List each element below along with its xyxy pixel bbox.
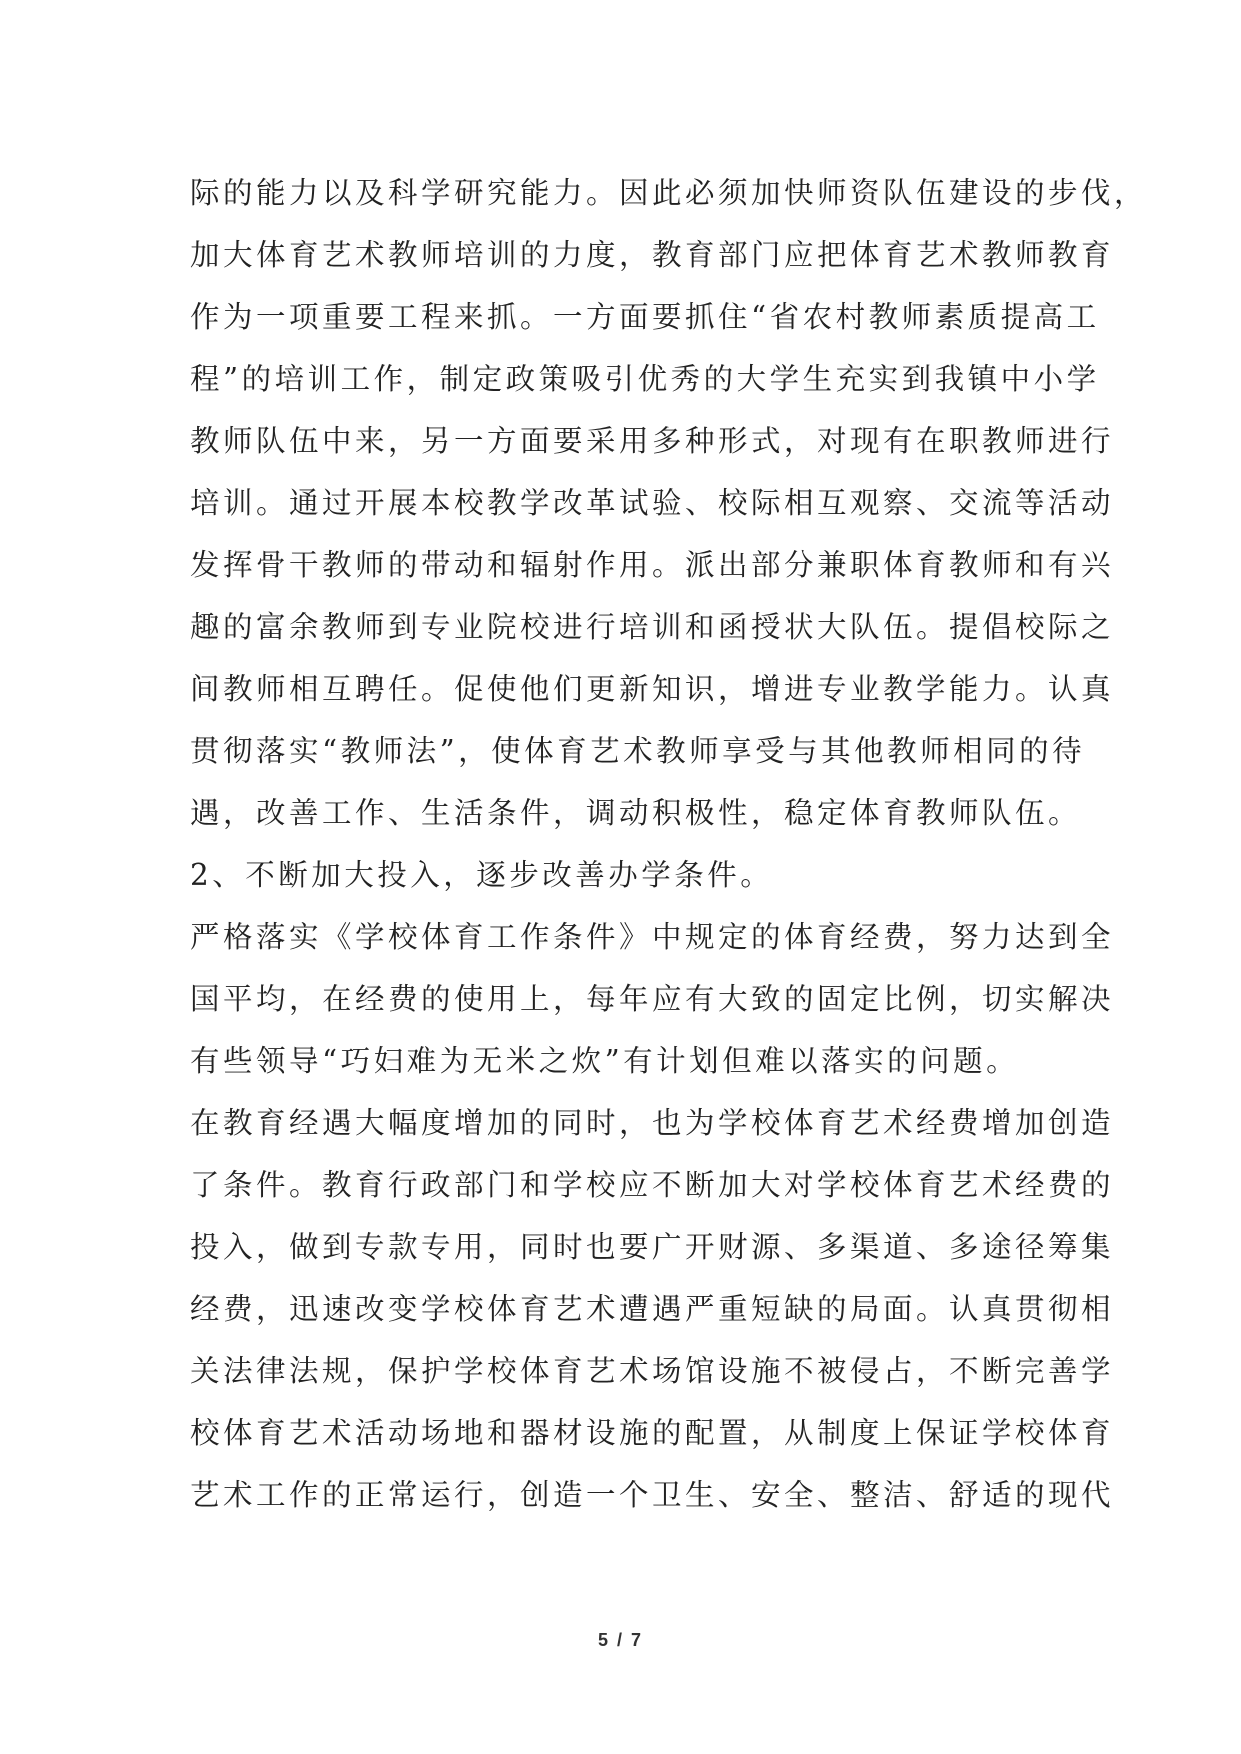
text-line: 程”的培训工作，制定政策吸引优秀的大学生充实到我镇中小学 — [190, 362, 1100, 396]
text-line: 加大体育艺术教师培训的力度，教育部门应把体育艺术教师教育 — [190, 238, 1115, 272]
text-line: 间教师相互聘任。促使他们更新知识，增进专业教学能力。认真 — [190, 672, 1115, 706]
text-line: 贯彻落实“教师法”，使体育艺术教师享受与其他教师相同的待 — [190, 734, 1086, 768]
text-line: 发挥骨干教师的带动和辐射作用。派出部分兼职体育教师和有兴 — [190, 548, 1115, 582]
text-line: 遇，改善工作、生活条件，调动积极性，稳定体育教师队伍。 — [190, 796, 1082, 830]
text-line: 严格落实《学校体育工作条件》中规定的体育经费，努力达到全 — [190, 920, 1115, 954]
text-line: 艺术工作的正常运行，创造一个卫生、安全、整洁、舒适的现代 — [190, 1478, 1115, 1512]
text-line: 趣的富余教师到专业院校进行培训和函授状大队伍。提倡校际之 — [190, 610, 1115, 644]
text-line: 在教育经遇大幅度增加的同时，也为学校体育艺术经费增加创造 — [190, 1106, 1115, 1140]
text-line: 培训。通过开展本校教学改革试验、校际相互观察、交流等活动 — [190, 486, 1115, 520]
text-line: 了条件。教育行政部门和学校应不断加大对学校体育艺术经费的 — [190, 1168, 1115, 1202]
text-line: 关法律法规，保护学校体育艺术场馆设施不被侵占，不断完善学 — [190, 1354, 1115, 1388]
text-line: 际的能力以及科学研究能力。因此必须加快师资队伍建设的步伐， — [190, 176, 1148, 210]
text-line: 经费，迅速改变学校体育艺术遭遇严重短缺的局面。认真贯彻相 — [190, 1292, 1115, 1326]
text-line: 教师队伍中来，另一方面要采用多种形式，对现有在职教师进行 — [190, 424, 1115, 458]
text-line: 校体育艺术活动场地和器材设施的配置，从制度上保证学校体育 — [190, 1416, 1115, 1450]
text-line: 投入，做到专款专用，同时也要广开财源、多渠道、多途径筹集 — [190, 1230, 1115, 1264]
text-line: 作为一项重要工程来抓。一方面要抓住“省农村教师素质提高工 — [190, 300, 1100, 334]
text-line: 国平均，在经费的使用上，每年应有大致的固定比例，切实解决 — [190, 982, 1115, 1016]
page-number: 5 / 7 — [597, 1630, 644, 1650]
body-text — [190, 162, 1148, 1526]
text-line: 有些领导“巧妇难为无米之炊”有计划但难以落实的问题。 — [190, 1044, 1020, 1078]
section-heading: 2、不断加大投入，逐步改善办学条件。 — [190, 858, 774, 892]
